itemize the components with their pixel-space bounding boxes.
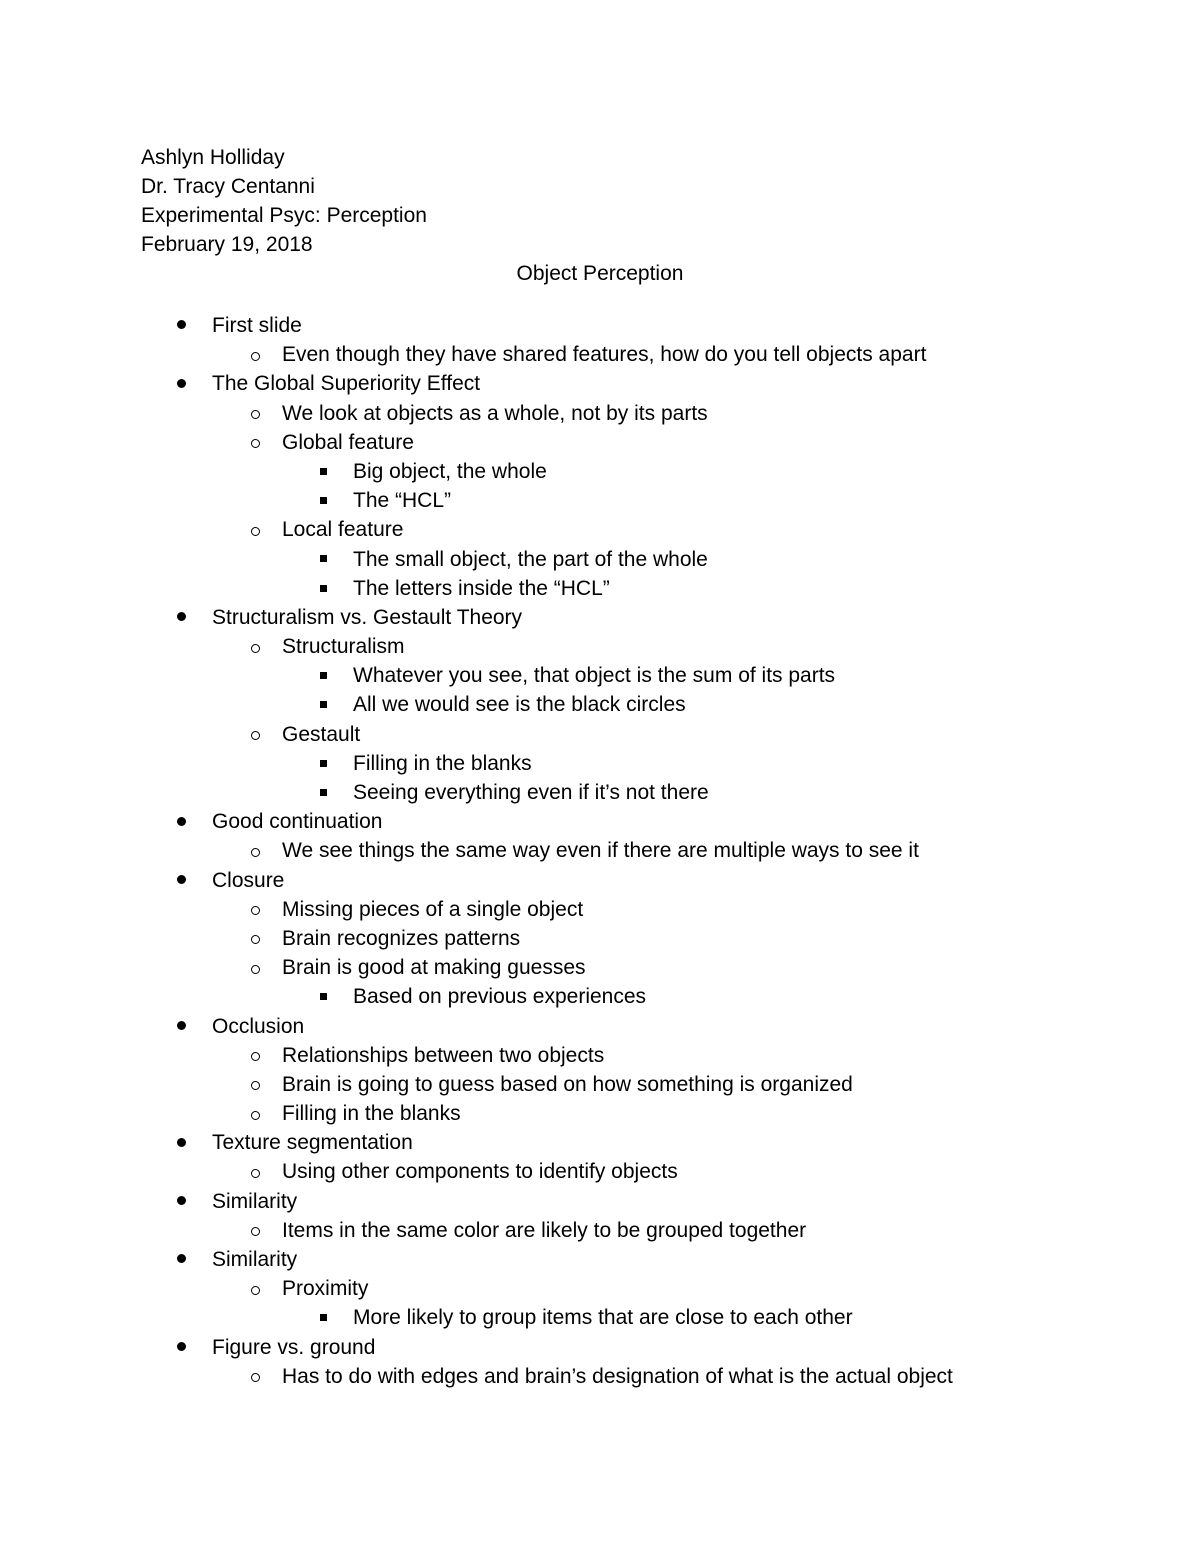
bullet-circle-icon <box>245 953 265 982</box>
bullet-circle-icon <box>245 924 265 953</box>
outline-item-text: We look at objects as a whole, not by its parts <box>282 401 708 425</box>
outline-item-level-1 <box>141 1333 1050 1362</box>
outline-item-text: Gestault <box>282 722 361 746</box>
outline-item-text: The “HCL” <box>353 489 452 513</box>
outline-item-text: Texture segmentation <box>212 1131 413 1155</box>
outline-item-level-2 <box>141 515 1050 544</box>
outline-item-text: Big object, the whole <box>353 459 547 483</box>
outline-item-text: Whatever you see, that object is the sum of its parts <box>353 664 836 688</box>
outline-item-level-2 <box>141 1157 1050 1186</box>
outline-item-level-1 <box>141 866 1050 895</box>
bullet-disc-icon <box>171 1187 191 1216</box>
outline-item-text: Filling in the blanks <box>282 1102 461 1126</box>
document-title: Object Perception <box>516 262 684 285</box>
outline-item-level-3 <box>141 486 1050 515</box>
bullet-circle-icon <box>245 1041 265 1070</box>
bullet-circle-icon <box>245 836 265 865</box>
bullet-circle-icon <box>245 720 265 749</box>
outline-item-level-1 <box>141 807 1050 836</box>
outline-item-level-2 <box>141 1362 1050 1391</box>
outline-item-text: Using other components to identify objects <box>282 1160 678 1184</box>
outline-item-level-2 <box>141 924 1050 953</box>
outline-item-level-2 <box>141 1274 1050 1303</box>
outline-item-level-3 <box>141 982 1050 1011</box>
bullet-disc-icon <box>171 1333 191 1362</box>
bullet-circle-icon <box>245 1216 265 1245</box>
outline-item-text: Structuralism <box>282 635 405 659</box>
outline-item-text: The small object, the part of the whole <box>353 547 708 571</box>
outline-item-text: Has to do with edges and brain’s designation of what is the actual object <box>282 1364 953 1388</box>
bullet-square-icon <box>313 778 333 807</box>
outline-item-text: Brain is going to guess based on how something is organized <box>282 1072 853 1096</box>
bullet-disc-icon <box>171 807 191 836</box>
bullet-disc-icon <box>171 1012 191 1041</box>
bullet-square-icon <box>313 545 333 574</box>
bullet-disc-icon <box>171 1128 191 1157</box>
outline-item-level-1 <box>141 1245 1050 1274</box>
outline-item-level-3 <box>141 545 1050 574</box>
course-name: Experimental Psyc: Perception <box>141 204 427 227</box>
bullet-circle-icon <box>245 515 265 544</box>
outline-item-level-1 <box>141 1187 1050 1216</box>
bullet-circle-icon <box>245 895 265 924</box>
outline-item-text: The letters inside the “HCL” <box>353 576 610 600</box>
outline-item-text: Even though they have shared features, how do you tell objects apart <box>282 343 927 367</box>
document-date: February 19, 2018 <box>141 233 313 256</box>
bullet-disc-icon <box>171 369 191 398</box>
bullet-circle-icon <box>245 1274 265 1303</box>
outline-item-level-2 <box>141 836 1050 865</box>
author-name: Ashlyn Holliday <box>141 146 285 169</box>
outline-item-level-1 <box>141 603 1050 632</box>
bullet-circle-icon <box>245 428 265 457</box>
outline-item-level-2 <box>141 632 1050 661</box>
bullet-square-icon <box>313 749 333 778</box>
outline-item-text: Based on previous experiences <box>353 985 647 1009</box>
outline-item-level-1 <box>141 1012 1050 1041</box>
bullet-square-icon <box>313 486 333 515</box>
outline-item-level-2 <box>141 399 1050 428</box>
outline-item-text: Occlusion <box>212 1014 305 1038</box>
outline-item-level-3 <box>141 661 1050 690</box>
outline-item-level-3 <box>141 778 1050 807</box>
outline-item-text: We see things the same way even if there are multiple ways to see it <box>282 839 919 863</box>
outline-item-level-2 <box>141 953 1050 982</box>
outline-item-level-2 <box>141 720 1050 749</box>
outline-item-text: Similarity <box>212 1248 298 1271</box>
bullet-square-icon <box>313 982 333 1011</box>
outline-item-level-3 <box>141 749 1050 778</box>
instructor-name: Dr. Tracy Centanni <box>141 175 315 198</box>
notes-outline <box>141 311 1050 1391</box>
outline-item-text: Structuralism vs. Gestault Theory <box>212 605 523 629</box>
outline-item-level-3 <box>141 457 1050 486</box>
outline-item-level-1 <box>141 311 1050 340</box>
outline-item-text: Brain recognizes patterns <box>282 926 521 950</box>
outline-item-text: Missing pieces of a single object <box>282 897 584 921</box>
outline-item-level-2 <box>141 895 1050 924</box>
bullet-square-icon <box>313 574 333 603</box>
bullet-disc-icon <box>171 311 191 340</box>
outline-item-text: Figure vs. ground <box>212 1335 376 1359</box>
outline-item-level-1 <box>141 369 1050 398</box>
outline-item-text: Items in the same color are likely to be grouped together <box>282 1218 807 1242</box>
outline-item-level-3 <box>141 690 1050 719</box>
outline-item-text: The Global Superiority Effect <box>212 372 481 396</box>
outline-item-level-2 <box>141 340 1050 369</box>
outline-item-text: Relationships between two objects <box>282 1043 605 1067</box>
outline-item-level-2 <box>141 1099 1050 1128</box>
outline-item-level-2 <box>141 428 1050 457</box>
bullet-square-icon <box>313 661 333 690</box>
outline-item-text: Closure <box>212 868 285 892</box>
outline-item-level-2 <box>141 1216 1050 1245</box>
bullet-circle-icon <box>245 1362 265 1391</box>
outline-item-text: First slide <box>212 314 302 337</box>
bullet-disc-icon <box>171 866 191 895</box>
outline-item-text: Similarity <box>212 1189 298 1213</box>
outline-item-text: Good continuation <box>212 810 383 834</box>
bullet-square-icon <box>313 1303 333 1332</box>
outline-item-text: All we would see is the black circles <box>353 693 686 717</box>
bullet-circle-icon <box>245 1099 265 1128</box>
outline-item-level-3 <box>141 1303 1050 1332</box>
outline-item-level-3 <box>141 574 1050 603</box>
outline-item-text: Filling in the blanks <box>353 751 532 775</box>
outline-item-text: Global feature <box>282 430 414 454</box>
outline-item-text: More likely to group items that are close to each other <box>353 1306 853 1330</box>
outline-item-level-2 <box>141 1041 1050 1070</box>
outline-item-level-1 <box>141 1128 1050 1157</box>
outline-item-text: Seeing everything even if it’s not there <box>353 781 709 804</box>
bullet-circle-icon <box>245 340 265 369</box>
bullet-disc-icon <box>171 603 191 632</box>
bullet-circle-icon <box>245 1070 265 1099</box>
bullet-square-icon <box>313 457 333 486</box>
bullet-square-icon <box>313 690 333 719</box>
bullet-circle-icon <box>245 1157 265 1186</box>
outline-item-text: Brain is good at making guesses <box>282 956 586 980</box>
outline-item-text: Local feature <box>282 518 404 542</box>
bullet-circle-icon <box>245 632 265 661</box>
outline-item-text: Proximity <box>282 1277 369 1301</box>
outline-item-level-2 <box>141 1070 1050 1099</box>
bullet-disc-icon <box>171 1245 191 1274</box>
bullet-circle-icon <box>245 399 265 428</box>
